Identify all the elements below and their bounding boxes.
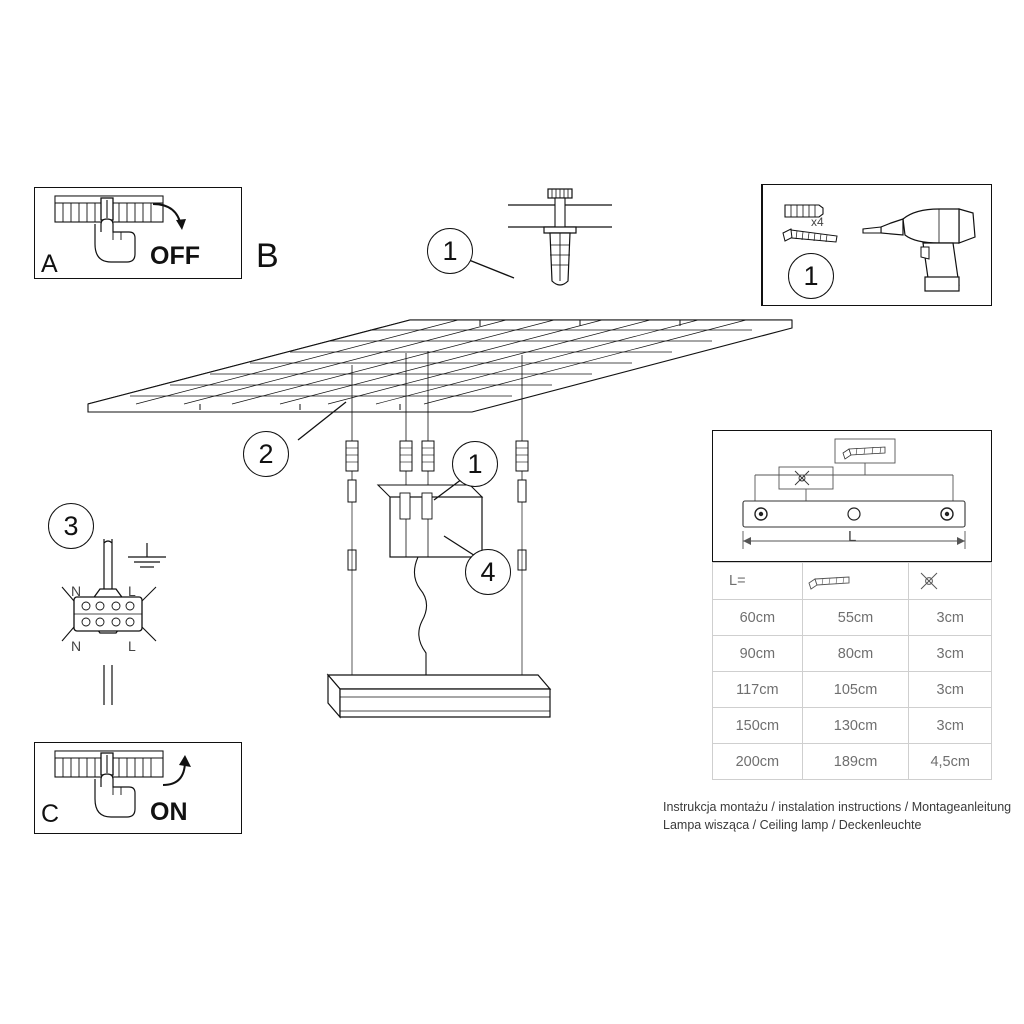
cell-spacing: 3cm — [909, 708, 992, 744]
table-row — [713, 636, 992, 672]
table-row — [713, 600, 992, 636]
step-a-state-label: OFF — [150, 242, 200, 270]
step-a-letter: A — [41, 250, 59, 278]
step-b-letter: B — [256, 237, 279, 275]
table-row — [713, 744, 992, 780]
breaker-on-illustration — [35, 743, 241, 833]
cell-screw: 105cm — [802, 672, 909, 708]
table-header-spacing-icon — [909, 563, 992, 600]
footer — [663, 798, 1011, 834]
cell-length: 150cm — [713, 708, 803, 744]
terminal-block-illustration — [60, 515, 210, 705]
table-header-screw-icon — [802, 563, 909, 600]
cell-spacing: 3cm — [909, 600, 992, 636]
cell-spacing: 3cm — [909, 672, 992, 708]
cell-spacing: 3cm — [909, 636, 992, 672]
screw-icon — [803, 571, 855, 591]
cell-length: 90cm — [713, 636, 803, 672]
wire-label-l-top: L — [128, 583, 136, 599]
callout-anchor: 1 — [427, 228, 473, 274]
bracket-dimension-label: L — [848, 528, 857, 545]
cell-screw: 80cm — [802, 636, 909, 672]
anchor-quantity-label: x4 — [811, 215, 824, 229]
panel-step-a — [34, 187, 242, 279]
cell-spacing: 4,5cm — [909, 744, 992, 780]
step-c-state-label: ON — [150, 798, 188, 826]
cell-screw: 130cm — [802, 708, 909, 744]
wire-label-l-bottom: L — [128, 638, 136, 654]
table-header-row — [713, 563, 992, 600]
table-row — [713, 672, 992, 708]
callout-screw: 1 — [452, 441, 498, 487]
callout-drill: 1 — [788, 253, 834, 299]
callout-canopy: 4 — [465, 549, 511, 595]
callout-step-3: 3 — [48, 503, 94, 549]
wire-label-n-bottom: N — [71, 638, 82, 654]
panel-step-c — [34, 742, 242, 834]
cell-length: 60cm — [713, 600, 803, 636]
breaker-off-illustration — [35, 188, 241, 278]
footer-title: Instrukcja montażu / instalation instructions / Montageanleitung — [663, 800, 1012, 814]
spacing-icon — [909, 570, 949, 592]
callout-ceiling: 2 — [243, 431, 289, 477]
footer-subtitle: Lampa wisząca / Ceiling lamp / Deckenleuchte — [663, 818, 922, 832]
wire-label-n-top: N — [71, 583, 82, 599]
cell-screw: 55cm — [802, 600, 909, 636]
table-row — [713, 708, 992, 744]
table-header-length: L= — [713, 563, 803, 600]
cell-length: 200cm — [713, 744, 803, 780]
step-c-letter: C — [41, 800, 60, 828]
dimension-table — [712, 562, 992, 780]
cell-length: 117cm — [713, 672, 803, 708]
cell-screw: 189cm — [802, 744, 909, 780]
